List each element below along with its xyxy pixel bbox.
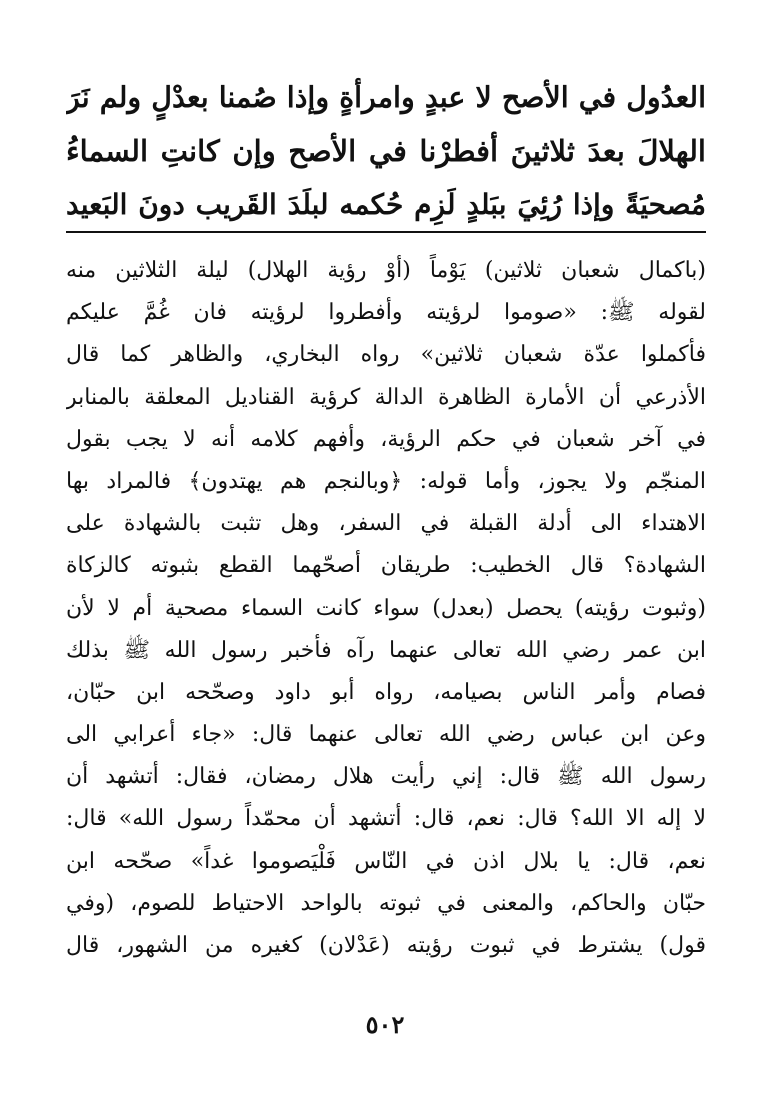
commentary-line: (وثبوت رؤيته) يحصل (بعدل) سواء كانت السماء مصحية أم لا لأن <box>66 595 706 621</box>
commentary-line: نعم، قال: يا بلال اذن في النّاس فَلْيَصوموا غداً» صحّحه ابن <box>66 848 706 874</box>
commentary-line: لقوله ﷺ: «صوموا لرؤيته وأفطروا لرؤيته فان غُمَّ عليكم <box>66 300 706 326</box>
commentary-line: ابن عمر رضي الله تعالى عنهما رآه فأخبر رسول الله ﷺ بذلك <box>66 637 706 663</box>
page-number: ٥٠٢ <box>365 1010 405 1039</box>
commentary-line: قول) يشترط في ثبوت رؤيته (عَدْلان) كغيره من الشهور، قال <box>66 933 706 958</box>
commentary-block <box>66 250 706 967</box>
commentary-line: الاهتداء الى أدلة القبلة في السفر، وهل تثبت بالشهادة على <box>66 511 706 537</box>
commentary-line: رسول الله ﷺ قال: إني رأيت هلال رمضان، فقال: أتشهد أن <box>66 764 706 790</box>
commentary-line: حبّان والحاكم، والمعنى في ثبوته بالواحد الاحتياط للصوم، (وفي <box>66 890 706 916</box>
commentary-line: الشهادة؟ قال الخطيب: طريقان أصحّهما القطع بثبوته كالزكاة <box>66 553 706 579</box>
main-text-line: الهلالَ بعدَ ثلاثينَ أفطرْنا في الأصح وإن كانتِ السماءُ <box>66 134 706 168</box>
commentary-line: فصام وأمر الناس بصيامه، رواه أبو داود وصحّحه ابن حبّان، <box>66 679 706 705</box>
commentary-line: وعن ابن عباس رضي الله تعالى عنهما قال: «جاء أعرابي الى <box>66 722 706 748</box>
main-text-line: مُصحيَةً وإذا رُئِيَ ببَلدٍ لَزِم حُكمه لبلَدَ القَريب دونَ البَعيد <box>66 188 706 221</box>
commentary-line: (باكمال شعبان ثلاثين) يَوْماً (أوْ رؤية الهلال) ليلة الثلاثين منه <box>66 258 706 283</box>
separator-rule <box>66 231 706 233</box>
commentary-line: الأذرعي أن الأمارة الظاهرة الدالة كرؤية القناديل المعلقة بالمنابر <box>66 384 706 410</box>
commentary-line: المنجّم ولا يجوز، وأما قوله: ﴿وبالنجم هم يهتدون﴾ فالمراد بها <box>66 468 706 494</box>
commentary-line: فأكملوا عدّة شعبان ثلاثين» رواه البخاري، والظاهر كما قال <box>66 342 706 368</box>
commentary-line: لا إله الا الله؟ قال: نعم، قال: أتشهد أن محمّداً رسول الله» قال: <box>66 806 706 832</box>
main-text-line: العدُول في الأصح لا عبدٍ وامرأةٍ وإذا صُمنا بعدْلٍ ولم نَرَ <box>66 80 706 114</box>
main-text-block <box>66 70 706 232</box>
commentary-line: في آخر شعبان في حكم الرؤية، وأفهم كلامه أنه لا يجب بقول <box>66 426 706 452</box>
